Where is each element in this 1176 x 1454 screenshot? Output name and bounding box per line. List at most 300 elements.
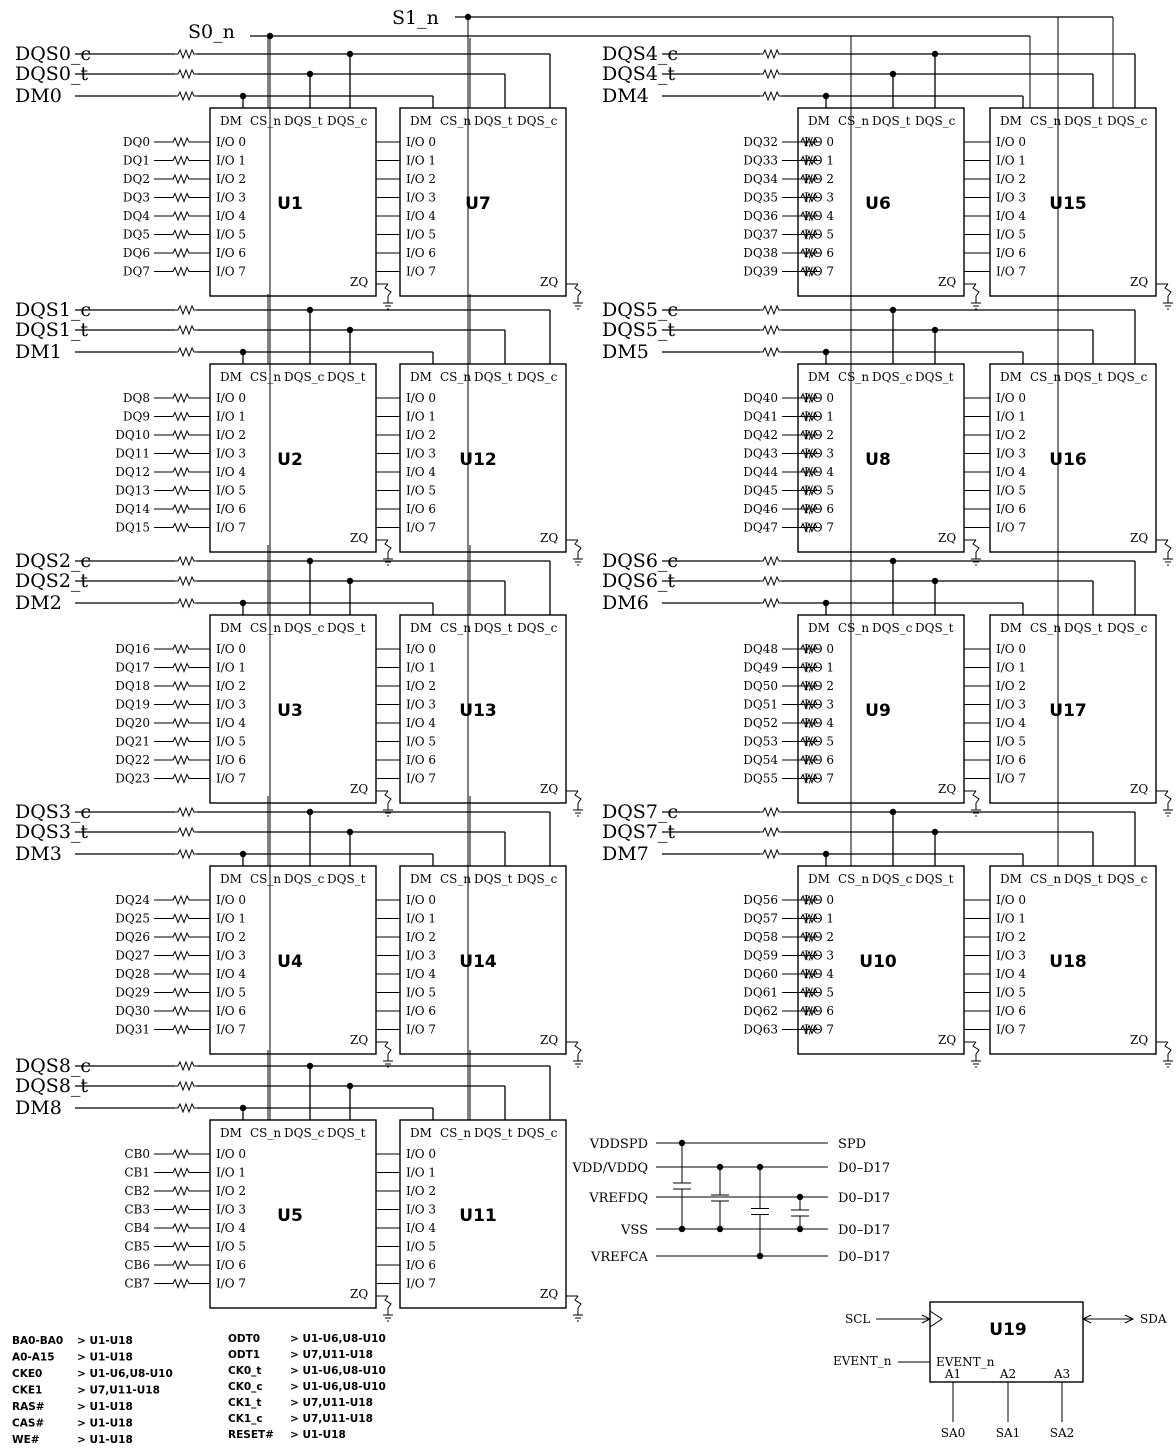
dqs-c-label: DQS0_c (15, 43, 92, 65)
junction-dot (347, 1083, 353, 1089)
data-line-label: DQ2 (122, 172, 150, 186)
data-resistor (170, 952, 192, 960)
legend-destination: > U1-U6,U8-U10 (290, 1381, 386, 1393)
pin-io-label: I/O 5 (216, 1239, 247, 1254)
pin-io-label: I/O 0 (804, 135, 835, 149)
pin-dm-label: DM (1000, 370, 1022, 384)
data-line-label: DQ12 (115, 465, 150, 479)
data-line-label: DQ37 (743, 227, 778, 242)
data-resistor (170, 989, 192, 997)
pin-io-label: I/O 6 (216, 246, 247, 260)
pin-io-label: I/O 4 (406, 967, 437, 981)
pin-io-label: I/O 7 (406, 520, 437, 535)
pin-io-label: I/O 0 (216, 391, 247, 405)
chip-designator: U2 (277, 450, 303, 470)
pin-io-label: I/O 1 (406, 1165, 437, 1180)
pin-strobe-label: DQS_t (915, 872, 954, 886)
data-line-label: DQ4 (122, 209, 150, 223)
power-net-label: VDDSPD (589, 1137, 648, 1152)
legend-signal: RESET# (228, 1429, 274, 1441)
pin-io-label: I/O 0 (406, 135, 437, 149)
pin-zq-label: ZQ (540, 531, 559, 545)
pin-io-label: I/O 7 (216, 771, 247, 786)
data-line-label: DQ45 (743, 483, 778, 498)
resistor-symbol (760, 348, 782, 356)
pin-io-label: I/O 1 (804, 660, 835, 675)
dqs-c-label: DQS7_c (602, 801, 679, 823)
data-line-label: DQ15 (115, 520, 150, 535)
junction-dot (932, 829, 938, 835)
pin-io-label: I/O 7 (216, 1276, 247, 1291)
pin-dm-label: DM (1000, 621, 1022, 635)
pin-io-label: I/O 4 (406, 465, 437, 479)
pin-io-label: I/O 6 (406, 1004, 437, 1018)
data-resistor (170, 719, 192, 727)
junction-dot (347, 327, 353, 333)
data-resistor (170, 524, 192, 532)
pin-io-label: I/O 5 (406, 734, 437, 749)
dqs-t-label: DQS1_t (15, 319, 89, 341)
resistor-symbol (175, 577, 197, 585)
pin-cs-label: CS_n (250, 1126, 282, 1140)
zq-resistor (575, 1296, 581, 1308)
chip-designator: U18 (1049, 952, 1087, 972)
legend-destination: > U1-U18 (77, 1335, 133, 1347)
resistor-symbol (175, 348, 197, 356)
data-resistor (170, 413, 192, 421)
dqs-t-label: DQS3_t (15, 821, 89, 843)
legend-destination: > U7,U11-U18 (77, 1384, 160, 1397)
pin-io-label: I/O 5 (216, 483, 247, 498)
zq-resistor (575, 791, 581, 803)
data-line-label: DQ24 (115, 893, 150, 907)
pin-io-label: I/O 6 (804, 502, 835, 516)
event-net-label: EVENT_n (833, 1354, 892, 1368)
data-line-label: DQ58 (743, 930, 778, 944)
zq-resistor (973, 540, 979, 552)
pin-io-label: I/O 7 (406, 1022, 437, 1037)
pin-io-label: I/O 2 (996, 930, 1027, 944)
data-line-label: DQ53 (743, 734, 778, 749)
pin-io-label: I/O 7 (216, 264, 247, 279)
data-resistor (170, 431, 192, 439)
pin-io-label: I/O 5 (406, 227, 437, 242)
pin-strobe-label: DQS_t (327, 872, 366, 886)
chip-designator: U7 (465, 194, 491, 214)
pin-strobe-label: DQS_t (872, 114, 911, 128)
data-line-label: DQ22 (115, 753, 150, 767)
pin-io-label: I/O 3 (216, 1202, 247, 1217)
pin-strobe-label: DQS_t (915, 370, 954, 384)
pin-zq-label: ZQ (350, 531, 369, 545)
data-line-label: DQ57 (743, 911, 778, 926)
data-resistor (170, 664, 192, 672)
resistor-symbol (175, 850, 197, 858)
zq-resistor (973, 791, 979, 803)
pin-io-label: I/O 2 (216, 930, 247, 944)
pin-io-label: I/O 6 (996, 502, 1027, 516)
pin-io-label: I/O 4 (406, 209, 437, 223)
chip-designator: U3 (277, 701, 303, 721)
dqs-c-label: DQS5_c (602, 299, 679, 321)
resistor-symbol (760, 828, 782, 836)
pin-io-label: I/O 1 (216, 409, 247, 424)
junction-dot (347, 829, 353, 835)
zq-resistor (385, 1042, 391, 1054)
data-resistor (170, 1243, 192, 1251)
data-line-label: DQ61 (743, 985, 778, 1000)
data-line-label: DQ55 (743, 771, 778, 786)
pin-io-label: I/O 0 (406, 1147, 437, 1161)
pin-io-label: I/O 3 (216, 948, 247, 963)
resistor-symbol (175, 306, 197, 314)
pin-dm-label: DM (220, 1126, 242, 1140)
pin-io-label: I/O 1 (216, 911, 247, 926)
data-line-label: DQ40 (743, 391, 778, 405)
data-line-label: DQ63 (743, 1022, 778, 1037)
legend-signal: CK1_t (228, 1397, 262, 1409)
spd-designator: U19 (989, 1320, 1027, 1340)
pin-io-label: I/O 2 (996, 428, 1027, 442)
pin-io-label: I/O 1 (996, 911, 1027, 926)
pin-io-label: I/O 2 (406, 679, 437, 693)
pin-io-label: I/O 1 (804, 409, 835, 424)
pin-cs-label: CS_n (838, 872, 870, 886)
pin-io-label: I/O 5 (406, 985, 437, 1000)
pin-io-label: I/O 4 (804, 716, 835, 730)
pin-zq-label: ZQ (350, 1287, 369, 1301)
data-line-label: DQ27 (115, 948, 150, 963)
pin-io-label: I/O 7 (804, 520, 835, 535)
data-resistor (170, 1224, 192, 1232)
pin-io-label: I/O 7 (216, 1022, 247, 1037)
legend-signal: BA0-BA0 (12, 1335, 64, 1347)
pin-strobe-label: DQS_t (327, 621, 366, 635)
dqs-c-label: DQS1_c (15, 299, 92, 321)
chip-designator: U10 (859, 952, 897, 972)
pin-io-label: I/O 3 (406, 697, 437, 712)
zq-resistor (1165, 540, 1171, 552)
pin-cs-label: CS_n (838, 370, 870, 384)
data-resistor (170, 1187, 192, 1195)
data-resistor (170, 231, 192, 239)
pin-strobe-label: DQS_t (327, 1126, 366, 1140)
data-line-label: DQ39 (743, 264, 778, 279)
pin-zq-label: ZQ (350, 1033, 369, 1047)
sda-label: SDA (1140, 1312, 1167, 1326)
junction-dot (307, 1063, 313, 1069)
resistor-symbol (760, 577, 782, 585)
resistor-symbol (760, 70, 782, 78)
legend-signal: ODT1 (228, 1349, 261, 1361)
junction-dot (797, 1194, 803, 1200)
pin-io-label: I/O 0 (996, 391, 1027, 405)
pin-zq-label: ZQ (540, 1033, 559, 1047)
pin-io-label: I/O 4 (804, 465, 835, 479)
pin-io-label: I/O 0 (996, 135, 1027, 149)
pin-io-label: I/O 5 (996, 734, 1027, 749)
data-line-label: DQ23 (115, 771, 150, 786)
pin-io-label: I/O 3 (216, 190, 247, 205)
pin-io-label: I/O 4 (804, 209, 835, 223)
junction-dot (823, 851, 829, 857)
legend-signal: CK0_c (228, 1381, 263, 1393)
resistor-symbol (175, 828, 197, 836)
data-line-label: DQ16 (115, 642, 150, 656)
resistor-symbol (175, 557, 197, 565)
pin-io-label: I/O 2 (804, 172, 835, 186)
pin-io-label: I/O 4 (996, 209, 1027, 223)
pin-cs-label: CS_n (838, 621, 870, 635)
pin-zq-label: ZQ (540, 1287, 559, 1301)
dm-label: DM4 (602, 85, 649, 107)
resistor-symbol (760, 306, 782, 314)
resistor-symbol (175, 326, 197, 334)
data-line-label: DQ20 (115, 716, 150, 730)
pin-dm-label: DM (808, 370, 830, 384)
junction-dot (307, 809, 313, 815)
pin-strobe-label: DQS_c (517, 1126, 558, 1140)
data-resistor (170, 394, 192, 402)
pin-io-label: I/O 7 (996, 520, 1027, 535)
data-line-label: DQ62 (743, 1004, 778, 1018)
data-line-label: DQ52 (743, 716, 778, 730)
dqs-t-label: DQS5_t (602, 319, 676, 341)
event-pin-label: EVENT_n (936, 1355, 995, 1369)
data-line-label: DQ19 (115, 697, 150, 712)
pin-io-label: I/O 1 (406, 409, 437, 424)
legend-destination: > U1-U6,U8-U10 (290, 1333, 386, 1345)
pin-zq-label: ZQ (1130, 782, 1149, 796)
pin-strobe-label: DQS_t (474, 114, 513, 128)
pin-cs-label: CS_n (250, 872, 282, 886)
pin-io-label: I/O 7 (996, 264, 1027, 279)
resistor-symbol (175, 808, 197, 816)
pin-io-label: I/O 7 (996, 771, 1027, 786)
pin-io-label: I/O 4 (996, 967, 1027, 981)
dqs-c-label: DQS8_c (15, 1055, 92, 1077)
pin-io-label: I/O 0 (804, 893, 835, 907)
data-resistor (170, 645, 192, 653)
data-line-label: DQ3 (122, 190, 150, 205)
pin-cs-label: CS_n (250, 370, 282, 384)
junction-dot (347, 578, 353, 584)
pin-io-label: I/O 0 (406, 893, 437, 907)
legend-signal: CK0_t (228, 1365, 262, 1377)
data-line-label: DQ0 (122, 135, 150, 149)
pin-dm-label: DM (410, 872, 432, 886)
data-line-label: DQ43 (743, 446, 778, 461)
pin-zq-label: ZQ (350, 275, 369, 289)
pin-io-label: I/O 7 (406, 264, 437, 279)
data-resistor (170, 970, 192, 978)
data-resistor (170, 268, 192, 276)
junction-dot (240, 851, 246, 857)
pin-io-label: I/O 3 (406, 1202, 437, 1217)
legend-destination: > U1-U18 (77, 1351, 133, 1364)
pin-cs-label: CS_n (440, 1126, 472, 1140)
legend-signal: RAS# (12, 1401, 45, 1413)
data-resistor (170, 505, 192, 513)
dqs-c-label: DQS3_c (15, 801, 92, 823)
pin-io-label: I/O 1 (216, 153, 247, 168)
data-resistor (170, 194, 192, 202)
pin-io-label: I/O 4 (216, 209, 247, 223)
pin-strobe-label: DQS_c (284, 621, 325, 635)
junction-dot (307, 71, 313, 77)
data-line-label: CB6 (124, 1258, 150, 1272)
pin-io-label: I/O 2 (406, 428, 437, 442)
pin-io-label: I/O 1 (996, 660, 1027, 675)
pin-io-label: I/O 6 (406, 753, 437, 767)
resistor-symbol (760, 326, 782, 334)
data-resistor (170, 487, 192, 495)
dm-label: DM3 (15, 843, 62, 865)
pin-io-label: I/O 1 (406, 660, 437, 675)
chip-designator: U8 (865, 450, 891, 470)
data-resistor (170, 138, 192, 146)
power-dest-label: D0–D17 (838, 1191, 891, 1206)
junction-dot (240, 600, 246, 606)
zq-resistor (1165, 284, 1171, 296)
pin-dm-label: DM (1000, 872, 1022, 886)
power-net-label: VDD/VDDQ (572, 1161, 648, 1176)
pin-io-label: I/O 3 (406, 190, 437, 205)
pin-dm-label: DM (220, 621, 242, 635)
zq-resistor (385, 284, 391, 296)
junction-dot (240, 1105, 246, 1111)
pin-io-label: I/O 1 (216, 1165, 247, 1180)
data-line-label: CB2 (124, 1184, 150, 1198)
pin-io-label: I/O 6 (996, 246, 1027, 260)
data-line-label: DQ56 (743, 893, 778, 907)
dqs-c-label: DQS2_c (15, 550, 92, 572)
spd-addr-pin-label: A2 (999, 1367, 1017, 1381)
pin-io-label: I/O 6 (996, 753, 1027, 767)
pin-io-label: I/O 5 (406, 1239, 437, 1254)
data-resistor (170, 756, 192, 764)
pin-io-label: I/O 2 (996, 172, 1027, 186)
s1-signal-label: S1_n (392, 7, 439, 29)
legend-signal: CK1_c (228, 1413, 263, 1425)
spd-addr-net-label: SA2 (1049, 1426, 1075, 1440)
legend-signal: CKE1 (12, 1384, 43, 1397)
data-resistor (170, 450, 192, 458)
dm-label: DM8 (15, 1097, 62, 1119)
resistor-symbol (760, 50, 782, 58)
spd-addr-pin-label: A1 (944, 1367, 962, 1381)
legend-destination: > U1-U6,U8-U10 (290, 1365, 386, 1377)
pin-strobe-label: DQS_t (284, 114, 323, 128)
pin-io-label: I/O 6 (996, 1004, 1027, 1018)
pin-zq-label: ZQ (540, 275, 559, 289)
pin-zq-label: ZQ (350, 782, 369, 796)
pin-io-label: I/O 5 (804, 734, 835, 749)
pin-zq-label: ZQ (938, 275, 957, 289)
pin-io-label: I/O 6 (216, 1258, 247, 1272)
legend-destination: > U1-U18 (290, 1429, 346, 1441)
junction-dot (757, 1253, 763, 1259)
pin-io-label: I/O 0 (406, 391, 437, 405)
resistor-symbol (175, 50, 197, 58)
pin-io-label: I/O 0 (804, 642, 835, 656)
chip-designator: U13 (459, 701, 497, 721)
pin-io-label: I/O 2 (804, 930, 835, 944)
pin-dm-label: DM (410, 114, 432, 128)
data-line-label: DQ31 (115, 1022, 150, 1037)
pin-io-label: I/O 1 (996, 409, 1027, 424)
dqs-t-label: DQS0_t (15, 63, 89, 85)
data-line-label: DQ18 (115, 679, 150, 693)
data-line-label: DQ59 (743, 948, 778, 963)
zq-resistor (385, 791, 391, 803)
pin-io-label: I/O 4 (216, 1221, 247, 1235)
scl-label: SCL (845, 1312, 871, 1326)
spd-addr-pin-label: A3 (1053, 1367, 1071, 1381)
data-resistor (170, 738, 192, 746)
junction-dot (932, 327, 938, 333)
zq-resistor (575, 540, 581, 552)
data-line-label: DQ25 (115, 911, 150, 926)
chip-designator: U11 (459, 1206, 497, 1226)
chip-designator: U17 (1049, 701, 1087, 721)
dm-label: DM5 (602, 341, 649, 363)
legend-destination: > U7,U11-U18 (290, 1413, 373, 1425)
dm-label: DM2 (15, 592, 62, 614)
junction-dot (932, 578, 938, 584)
pin-io-label: I/O 3 (406, 446, 437, 461)
chip-designator: U5 (277, 1206, 303, 1226)
pin-cs-label: CS_n (838, 114, 870, 128)
pin-dm-label: DM (410, 1126, 432, 1140)
dm-label: DM1 (15, 341, 62, 363)
zq-resistor (1165, 791, 1171, 803)
junction-dot (757, 1164, 763, 1170)
data-line-label: CB5 (124, 1239, 150, 1254)
data-line-label: DQ41 (743, 409, 778, 424)
data-line-label: DQ34 (743, 172, 778, 186)
pin-io-label: I/O 6 (804, 1004, 835, 1018)
legend-destination: > U1-U18 (77, 1434, 133, 1446)
pin-dm-label: DM (410, 621, 432, 635)
resistor-symbol (175, 1082, 197, 1090)
data-line-label: DQ50 (743, 679, 778, 693)
pin-strobe-label: DQS_t (474, 370, 513, 384)
pin-io-label: I/O 0 (804, 391, 835, 405)
pin-io-label: I/O 4 (216, 716, 247, 730)
pin-strobe-label: DQS_t (1064, 370, 1103, 384)
pin-zq-label: ZQ (1130, 531, 1149, 545)
power-net-label: VREFDQ (589, 1191, 648, 1206)
pin-cs-label: CS_n (1030, 114, 1062, 128)
resistor-symbol (760, 850, 782, 858)
data-line-label: DQ36 (743, 209, 778, 223)
pin-strobe-label: DQS_c (517, 370, 558, 384)
legend-signal: ODT0 (228, 1333, 261, 1345)
pin-io-label: I/O 5 (216, 734, 247, 749)
pin-io-label: I/O 4 (216, 967, 247, 981)
power-dest-label: D0–D17 (838, 1250, 891, 1265)
resistor-symbol (175, 599, 197, 607)
pin-io-label: I/O 6 (216, 753, 247, 767)
junction-dot (717, 1226, 723, 1232)
data-line-label: DQ30 (115, 1004, 150, 1018)
pin-zq-label: ZQ (1130, 275, 1149, 289)
pin-strobe-label: DQS_c (1107, 872, 1148, 886)
junction-dot (679, 1140, 685, 1146)
pin-io-label: I/O 2 (406, 1184, 437, 1198)
pin-strobe-label: DQS_t (915, 621, 954, 635)
